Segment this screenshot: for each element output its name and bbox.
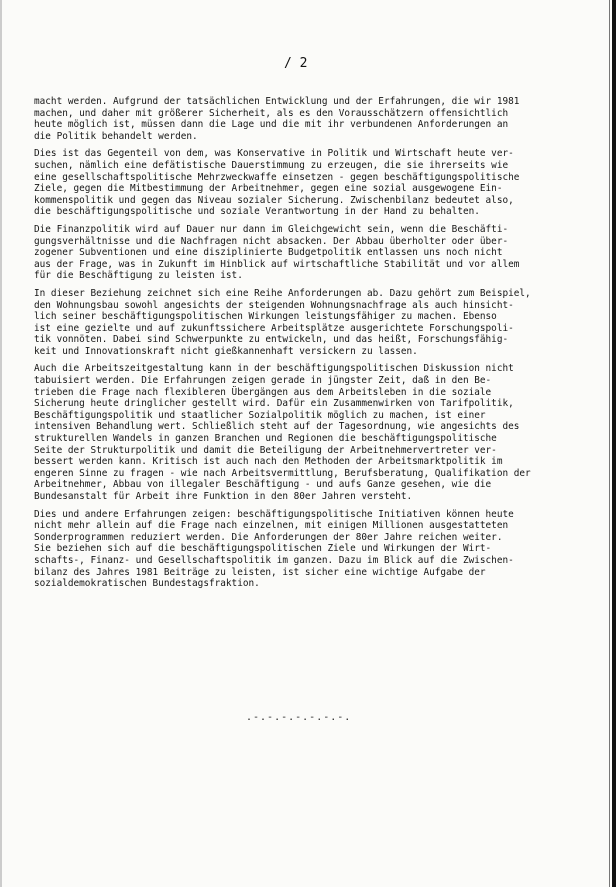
text-line: kommenspolitik und gegen das Niveau sozialer Sicherung. Zwischenbilanz bedeutet also, [34, 194, 514, 206]
paragraph [34, 509, 574, 590]
text-line: gungsverhältnisse und die Nachfragen nicht absacken. Der Abbau überholter oder über- [34, 235, 509, 247]
text-line: sozialdemokratischen Bundestagsfraktion. [34, 578, 260, 590]
paragraph [34, 288, 574, 358]
text-line: für die Beschäftigung zu leisten ist. [34, 270, 243, 282]
text-line: Auch die Arbeitszeitgestaltung kann in der beschäftigungspolitischen Diskussion nicht [34, 363, 514, 375]
text-line: In dieser Beziehung zeichnet sich eine Reihe Anforderungen ab. Dazu gehört zum Beispiel, [34, 287, 531, 299]
text-line: Bundesanstalt für Arbeit ihre Funktion in den 80er Jahren versteht. [34, 491, 413, 502]
text-line: trieben die Frage nach flexibleren Übergängen aus dem Arbeitsleben in die soziale [34, 386, 492, 398]
paragraph [34, 363, 574, 502]
text-line: intensiven Behandlung wert. Schließlich steht auf der Tagesordnung, wie angesichts des [34, 421, 520, 433]
text-line: Sonderprogrammen reduziert werden. Die Anforderungen der 80er Jahre reichen weiter. [34, 531, 503, 543]
text-line: tik vonnöten. Dabei sind Schwerpunkte zu entwickeln, und das heißt, Forschungsfähig- [34, 334, 509, 346]
end-separator: .-.-.-.-.-.-.-. [246, 712, 352, 723]
text-line: Die Finanzpolitik wird auf Dauer nur dann im Gleichgewicht sein, wenn die Beschäfti- [34, 223, 509, 235]
scan-edge-right [612, 0, 616, 887]
text-line: machen, und daher mit größerer Sicherheit, als es den Vorausschätzern offensichtlich [34, 107, 509, 119]
text-line: Sicherung heute dringlicher gestellt wird. Dafür ein Zusammenwirken von Tarifpolitik, [34, 398, 514, 410]
text-line: engeren Sinne zu fragen - wie nach Arbeitsvermittlung, Berufsberatung, Qualifikation der [34, 467, 531, 479]
paragraph [34, 148, 574, 218]
text-line: tabuisiert werden. Die Erfahrungen zeigen gerade in jüngster Zeit, daß in den Be- [34, 375, 492, 387]
text-line: Arbeitnehmer, Abbau von illegaler Beschäftigung - und aufs Ganze gesehen, wie die [34, 479, 492, 491]
text-line: schafts-, Finanz- und Gesellschaftspolitik im ganzen. Dazu im Blick auf die Zwischen- [34, 554, 514, 566]
document-body [34, 96, 574, 596]
text-line: strukturellen Wandels in ganzen Branchen und Regionen die beschäftigungspolitische [34, 433, 497, 445]
text-line: zogener Subventionen und eine disziplinierte Budgetpolitik entlassen uns noch nicht [34, 247, 503, 259]
text-line: ist eine gezielte und auf zukunftssichere Arbeitsplätze ausgerichtete Forschungspoli- [34, 322, 514, 334]
text-line: eine gesellschaftspolitische Mehrzweckwaffe einsetzen - gegen beschäftigungspolitische [34, 171, 520, 183]
text-line: aus der Frage, was in Zukunft im Hinblick auf wirtschaftliche Stabilität und vor allem [34, 258, 520, 270]
text-line: die beschäftigungspolitische und soziale Verantwortung in der Hand zu behalten. [34, 206, 480, 218]
text-line: lich seiner beschäftigungspolitischen Wirkungen leistungsfähiger zu machen. Ebenso [34, 311, 497, 323]
text-line: Ziele, gegen die Mitbestimmung der Arbeitnehmer, gegen eine sozial ausgewogene Ein- [34, 183, 503, 195]
text-line: Beschäftigungspolitik und staatlicher Sozialpolitik möglich zu machen, ist einer [34, 409, 486, 421]
text-line: die Politik behandelt werden. [34, 130, 198, 142]
text-line: Sie beziehen sich auf die beschäftigungspolitischen Ziele und Wirkungen der Wirt- [34, 543, 492, 555]
text-line: bilanz des Jahres 1981 Beiträge zu leisten, ist sicher eine wichtige Aufgabe der [34, 566, 486, 578]
page-number: / 2 [284, 56, 308, 71]
text-line: heute möglich ist, müssen dann die Lage und die mit ihr verbundenen Anforderungen an [34, 119, 509, 131]
text-line: suchen, nämlich eine defätistische Dauerstimmung zu erzeugen, die sie ihrerseits wie [34, 159, 509, 171]
text-line: nicht mehr allein auf die Frage nach einzelnen, mit einigen Millionen ausgestatteten [34, 520, 509, 532]
text-line: bessert werden kann. Kritisch ist auch nach den Methoden der Arbeitsmarktpolitik im [34, 456, 503, 468]
text-line: keit und Innovationskraft nicht gießkannenhaft versickern zu lassen. [34, 345, 418, 357]
text-line: Dies ist das Gegenteil von dem, was Konservative in Politik und Wirtschaft heute ver- [34, 148, 514, 160]
scan-edge-line [609, 0, 610, 887]
text-line: Dies und andere Erfahrungen zeigen: beschäftigungspolitische Initiativen können heute [34, 508, 514, 520]
text-line: Seite der Strukturpolitik und damit die Beteiligung der Arbeitnehmervertreter ver- [34, 444, 497, 456]
text-line: macht werden. Aufgrund der tatsächlichen Entwicklung und der Erfahrungen, die wir 1981 [34, 96, 520, 107]
text-line: den Wohnungsbau sowohl angesichts der steigenden Wohnungsnachfrage als auch hinsicht- [34, 299, 514, 311]
scan-edge-left [0, 0, 2, 887]
paragraph [34, 224, 574, 282]
paragraph [34, 96, 574, 142]
